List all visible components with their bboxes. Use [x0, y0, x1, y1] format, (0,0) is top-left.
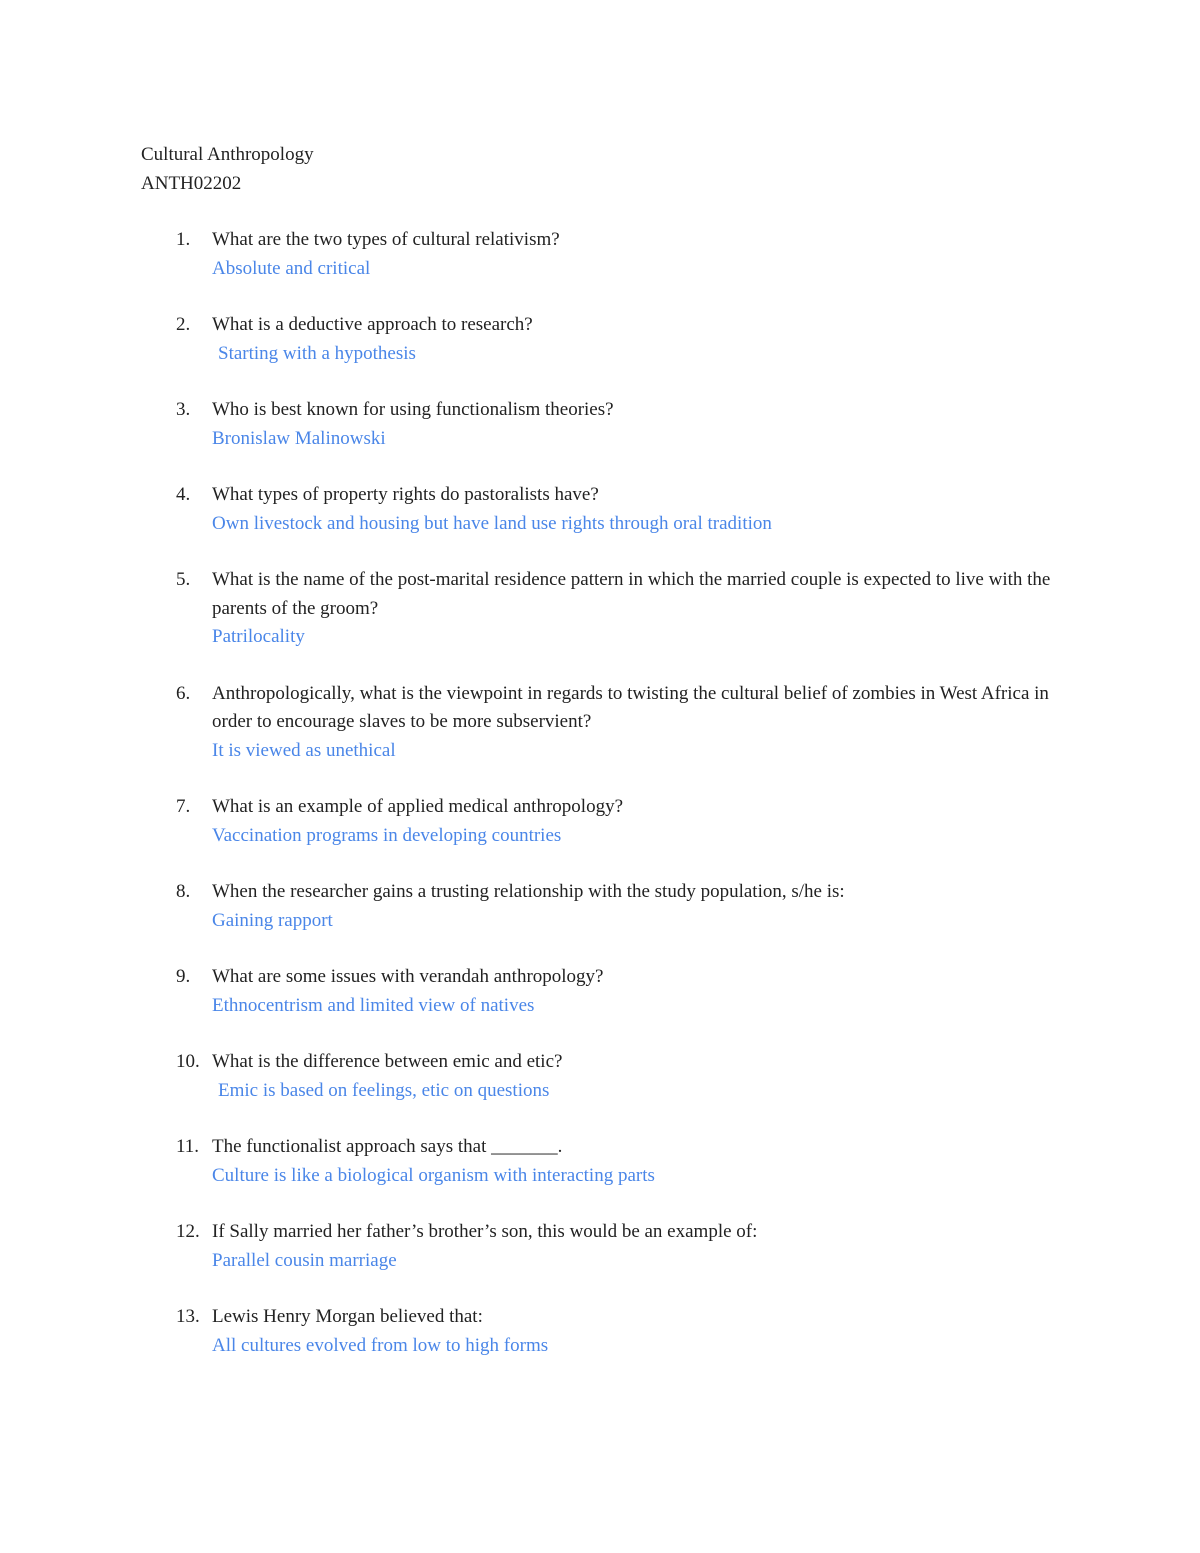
question-text: If Sally married her father’s brother’s son, this would be an example of:: [212, 1221, 758, 1242]
question-number: 4.: [176, 484, 191, 505]
answer-text: Ethnocentrism and limited view of natives: [212, 994, 535, 1016]
answer-text: Culture is like a biological organism with interacting parts: [212, 1164, 655, 1186]
question-text: What are some issues with verandah anthropology?: [212, 966, 604, 987]
question-text: The functionalist approach says that _______.: [212, 1136, 563, 1157]
question-number: 1.: [176, 229, 191, 250]
answer-text: Vaccination programs in developing countries: [212, 824, 562, 846]
document-title: Cultural Anthropology: [141, 144, 314, 165]
question-item-9: [141, 963, 1061, 1020]
question-text: What are the two types of cultural relativism?: [212, 229, 560, 250]
question-text: What is the difference between emic and etic?: [212, 1051, 563, 1072]
document-header: [141, 140, 314, 198]
answer-text: Starting with a hypothesis: [218, 342, 416, 364]
question-number: 11.: [176, 1136, 200, 1157]
question-number: 5.: [176, 569, 191, 590]
question-text: Anthropologically, what is the viewpoint in regards to twisting the cultural belief of zombies in West Africa in order to encourage slaves to be more subservient?: [212, 682, 1049, 732]
question-number: 3.: [176, 399, 191, 420]
answer-text: Absolute and critical: [212, 257, 371, 279]
question-text: Lewis Henry Morgan believed that:: [212, 1306, 483, 1327]
question-item-1: [141, 226, 1061, 283]
question-text: What is a deductive approach to research?: [212, 314, 533, 335]
question-text: What is the name of the post-marital residence pattern in which the married couple is expected to live with the parents of the groom?: [212, 569, 1051, 619]
question-item-10: [141, 1048, 1061, 1105]
question-item-8: [141, 878, 1061, 935]
answer-text: Emic is based on feelings, etic on questions: [218, 1079, 550, 1101]
question-list: [141, 226, 1061, 1388]
question-item-4: [141, 481, 1061, 538]
question-item-2: [141, 311, 1061, 368]
question-item-7: [141, 793, 1061, 850]
question-number: 6.: [176, 682, 191, 704]
answer-text: It is viewed as unethical: [212, 739, 396, 761]
question-item-6: [141, 680, 1061, 766]
question-number: 13.: [176, 1306, 200, 1327]
question-number: 12.: [176, 1221, 200, 1242]
answer-text: Own livestock and housing but have land use rights through oral tradition: [212, 512, 772, 534]
question-number: 9.: [176, 966, 191, 987]
question-item-11: [141, 1133, 1061, 1190]
answer-text: All cultures evolved from low to high forms: [212, 1334, 549, 1356]
question-number: 2.: [176, 314, 191, 335]
answer-text: Bronislaw Malinowski: [212, 427, 386, 449]
question-item-5: [141, 566, 1061, 652]
question-text: What types of property rights do pastoralists have?: [212, 484, 599, 505]
question-item-13: [141, 1303, 1061, 1360]
answer-text: Gaining rapport: [212, 909, 333, 931]
course-code: ANTH02202: [141, 173, 242, 194]
question-item-12: [141, 1218, 1061, 1275]
answer-text: Parallel cousin marriage: [212, 1249, 397, 1271]
question-number: 10.: [176, 1051, 200, 1072]
answer-text: Patrilocality: [212, 626, 305, 647]
question-number: 7.: [176, 796, 191, 817]
question-text: What is an example of applied medical anthropology?: [212, 796, 623, 817]
question-number: 8.: [176, 881, 191, 902]
question-text: Who is best known for using functionalism theories?: [212, 399, 614, 420]
question-item-3: [141, 396, 1061, 453]
question-text: When the researcher gains a trusting relationship with the study population, s/he is:: [212, 881, 845, 902]
